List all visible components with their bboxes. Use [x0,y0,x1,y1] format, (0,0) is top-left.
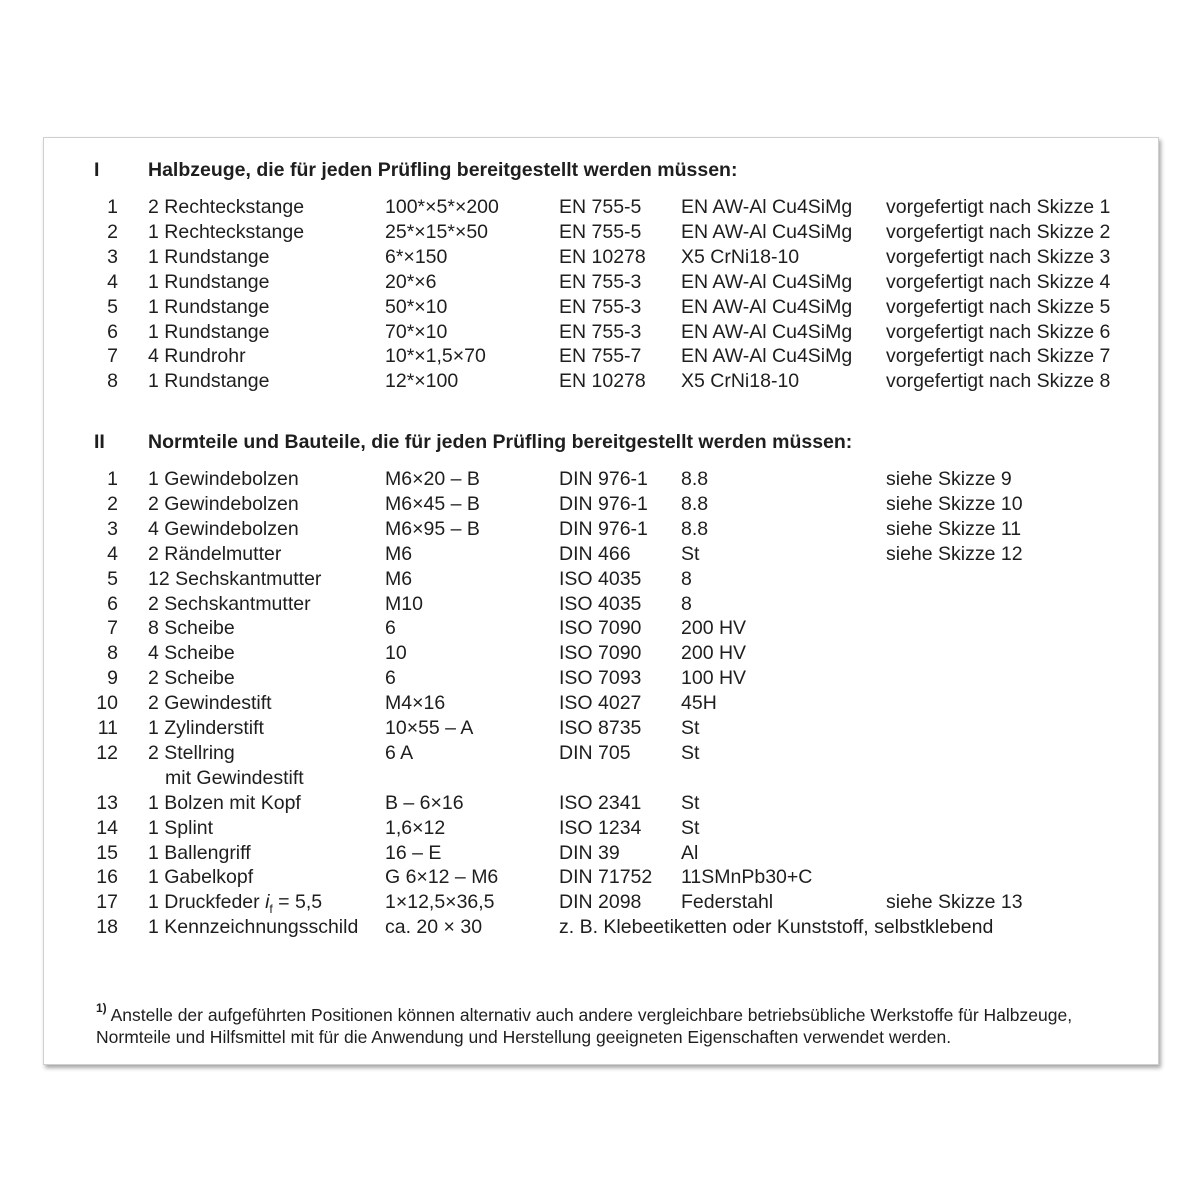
item-dimensions: 10 [385,642,407,665]
table-row [44,196,1158,221]
item-standard: EN 755-3 [559,270,642,293]
item-standard: ISO 1234 [559,816,642,839]
item-note: vorgefertigt nach Skizze 8 [886,370,1111,393]
item-standard: ISO 2341 [559,791,642,814]
item-dimensions: 12*×100 [385,370,459,393]
item-note: vorgefertigt nach Skizze 5 [886,295,1111,318]
item-material: EN AW-Al Cu4SiMg [681,295,853,318]
position-number: 4 [107,270,118,293]
item-dimensions: M6×45 – B [385,492,480,515]
item-dimensions: ca. 20 × 30 [385,916,483,939]
table-row [44,296,1158,321]
position-number: 2 [107,492,118,515]
item-description: 8 Scheibe [148,617,235,640]
item-standard: ISO 4035 [559,567,642,590]
section-2-heading: Normteile und Bauteile, die für jeden Prüfling bereitgestellt werden müssen: [148,431,853,453]
section-2-number: II [94,431,105,453]
position-number: 5 [107,567,118,590]
item-description: 2 Gewindebolzen [148,492,299,515]
item-standard: EN 755-7 [559,345,642,368]
item-dimensions: M6×95 – B [385,517,480,540]
item-note: vorgefertigt nach Skizze 1 [886,196,1111,218]
item-remark: z. B. Klebeetiketten oder Kunststoff, selbstklebend [559,916,994,939]
item-dimensions: 10*×1,5×70 [385,345,486,368]
item-description: 1 Splint [148,816,214,839]
section-1-heading: Halbzeuge, die für jeden Prüfling bereitgestellt werden müssen: [148,159,738,181]
item-material: 100 HV [681,667,747,690]
item-description-text: 1 Druckfeder [148,891,260,914]
item-standard: EN 10278 [559,245,646,268]
table-row [44,617,1158,642]
item-standard: DIN 2098 [559,891,642,914]
position-number: 18 [96,916,118,939]
footnote [96,999,1146,1048]
item-standard: EN 10278 [559,370,646,393]
position-number: 8 [107,642,118,665]
item-note: vorgefertigt nach Skizze 2 [886,220,1111,243]
item-material: X5 CrNi18-10 [681,370,800,393]
item-dimensions: G 6×12 – M6 [385,866,499,889]
item-standard: DIN 71752 [559,866,653,889]
item-material: 8 [681,592,692,615]
item-dimensions: M6 [385,542,413,565]
position-number: 1 [107,468,118,490]
table-row [44,742,1158,767]
position-number: 15 [96,841,118,864]
item-material: St [681,791,700,814]
item-description: 4 Gewindebolzen [148,517,299,540]
item-dimensions: B – 6×16 [385,791,464,814]
spring-rate-subscript: f [269,902,273,917]
table-row [44,842,1158,867]
spring-rate-symbol: i [265,891,270,914]
item-dimensions: 10×55 – A [385,717,474,739]
item-note: siehe Skizze 11 [886,517,1022,540]
item-description: 2 Stellring [148,741,235,764]
table-row [44,543,1158,568]
position-number: 10 [96,692,118,715]
item-description: 1 Rundstange [148,245,270,268]
position-number: 17 [96,891,118,914]
table-row [44,642,1158,667]
position-number: 7 [107,345,118,368]
position-number: 5 [107,295,118,318]
table-row [44,468,1158,493]
item-material: EN AW-Al Cu4SiMg [681,270,853,293]
item-material: EN AW-Al Cu4SiMg [681,196,853,218]
item-description: 1 Kennzeichnungsschild [148,916,359,939]
position-number: 12 [96,741,118,764]
item-note: siehe Skizze 10 [886,492,1023,515]
item-material: Al [681,841,699,864]
item-description-line2: mit Gewindestift [165,766,304,789]
item-description: 2 Rändelmutter [148,542,282,565]
position-number: 8 [107,370,118,393]
position-number: 7 [107,617,118,640]
item-dimensions: 16 – E [385,841,442,864]
item-dimensions: 100*×5*×200 [385,196,499,218]
item-description: 1 Gewindebolzen [148,468,299,490]
item-dimensions: 6*×150 [385,245,448,268]
item-note: vorgefertigt nach Skizze 7 [886,345,1111,368]
item-dimensions: 1×12,5×36,5 [385,891,495,914]
table-row [44,891,1158,916]
item-dimensions: M6 [385,567,413,590]
item-note: vorgefertigt nach Skizze 6 [886,320,1111,343]
item-standard: EN 755-5 [559,196,642,218]
item-dimensions: 25*×15*×50 [385,220,489,243]
table-row [44,792,1158,817]
item-material: 45H [681,692,717,715]
table-row [44,866,1158,891]
item-standard: DIN 976-1 [559,517,648,540]
table-row [44,221,1158,246]
item-material: EN AW-Al Cu4SiMg [681,320,853,343]
item-material: 8.8 [681,468,709,490]
item-standard: EN 755-3 [559,320,642,343]
section-1-number: I [94,159,100,181]
item-standard: DIN 976-1 [559,468,648,490]
item-description [148,891,322,916]
item-standard: EN 755-5 [559,220,642,243]
footnote-text: Anstelle der aufgeführten Positionen können alternativ auch andere vergleichbare betriebsübliche Werkstoffe für Halbzeuge, Normteile und Hilfsmittel mit für die Anwendung und Herstellung geeigneten Eigenschaften verwendet werden. [96,1004,1073,1047]
table-row [44,568,1158,593]
item-dimensions: 6 A [385,741,414,764]
position-number: 16 [96,866,118,889]
item-description: 1 Rundstange [148,370,270,393]
position-number: 4 [107,542,118,565]
item-material: St [681,717,700,739]
table-row [44,370,1158,395]
item-material: St [681,542,700,565]
item-description: 1 Rundstange [148,270,270,293]
position-number: 11 [97,717,118,739]
position-number: 3 [107,245,118,268]
item-standard: DIN 976-1 [559,492,648,515]
item-dimensions: M10 [385,592,423,615]
item-description: 4 Rundrohr [148,345,246,368]
item-description: 1 Rundstange [148,320,270,343]
position-number: 1 [107,196,118,218]
item-description: 2 Gewindestift [148,692,272,715]
item-dimensions: M6×20 – B [385,468,480,490]
table-row [44,717,1158,742]
item-note: vorgefertigt nach Skizze 3 [886,245,1111,268]
item-standard: ISO 8735 [559,717,642,739]
parts-list-card [43,137,1159,1065]
position-number: 6 [107,592,118,615]
position-number: 6 [107,320,118,343]
table-row [44,916,1158,941]
item-standard: ISO 4027 [559,692,642,715]
item-material: 200 HV [681,617,747,640]
item-dimensions: 6 [385,667,396,690]
item-description: 1 Ballengriff [148,841,251,864]
item-material: X5 CrNi18-10 [681,245,800,268]
item-standard: EN 755-3 [559,295,642,318]
item-material: 8.8 [681,492,709,515]
table-row [44,593,1158,618]
item-material: EN AW-Al Cu4SiMg [681,345,853,368]
item-description: 1 Rundstange [148,295,270,318]
position-number: 3 [107,517,118,540]
item-note: siehe Skizze 12 [886,542,1023,565]
item-note: siehe Skizze 13 [886,891,1023,914]
item-dimensions: 50*×10 [385,295,448,318]
item-description: 2 Sechskantmutter [148,592,311,615]
table-row [44,246,1158,271]
item-description: 1 Bolzen mit Kopf [148,791,301,814]
table-row [44,518,1158,543]
table-row [44,321,1158,346]
item-dimensions: 20*×6 [385,270,437,293]
item-standard: DIN 705 [559,741,631,764]
item-standard: ISO 7090 [559,642,642,665]
item-standard: ISO 7090 [559,617,642,640]
item-description: 2 Scheibe [148,667,235,690]
table-row [44,271,1158,296]
position-number: 14 [96,816,118,839]
item-standard: ISO 4035 [559,592,642,615]
item-description: 1 Rechteckstange [148,220,305,243]
position-number: 9 [107,667,118,690]
item-dimensions: M4×16 [385,692,446,715]
item-material: 8.8 [681,517,709,540]
item-standard: DIN 39 [559,841,620,864]
spring-rate-value: = 5,5 [272,891,323,914]
item-note: siehe Skizze 9 [886,468,1012,490]
item-standard: ISO 7093 [559,667,642,690]
position-number: 13 [96,791,118,814]
item-description: 1 Gabelkopf [148,866,254,889]
item-dimensions: 70*×10 [385,320,448,343]
item-material: EN AW-Al Cu4SiMg [681,220,853,243]
item-description: 12 Sechskantmutter [148,567,322,590]
item-description: 1 Zylinderstift [148,717,264,739]
item-description: 2 Rechteckstange [148,196,305,218]
footnote-marker: 1) [96,1001,107,1015]
table-row [44,345,1158,370]
item-material: 200 HV [681,642,747,665]
item-material: Federstahl [681,891,774,914]
table-row [44,493,1158,518]
item-material: St [681,741,700,764]
item-material: St [681,816,700,839]
item-material: 11SMnPb30+C [681,866,813,889]
item-material: 8 [681,567,692,590]
item-dimensions: 6 [385,617,396,640]
item-standard: DIN 466 [559,542,631,565]
table-row [44,817,1158,842]
item-note: vorgefertigt nach Skizze 4 [886,270,1111,293]
table-row [44,692,1158,717]
table-row [44,667,1158,692]
item-dimensions: 1,6×12 [385,816,446,839]
item-description: 4 Scheibe [148,642,235,665]
position-number: 2 [107,220,118,243]
